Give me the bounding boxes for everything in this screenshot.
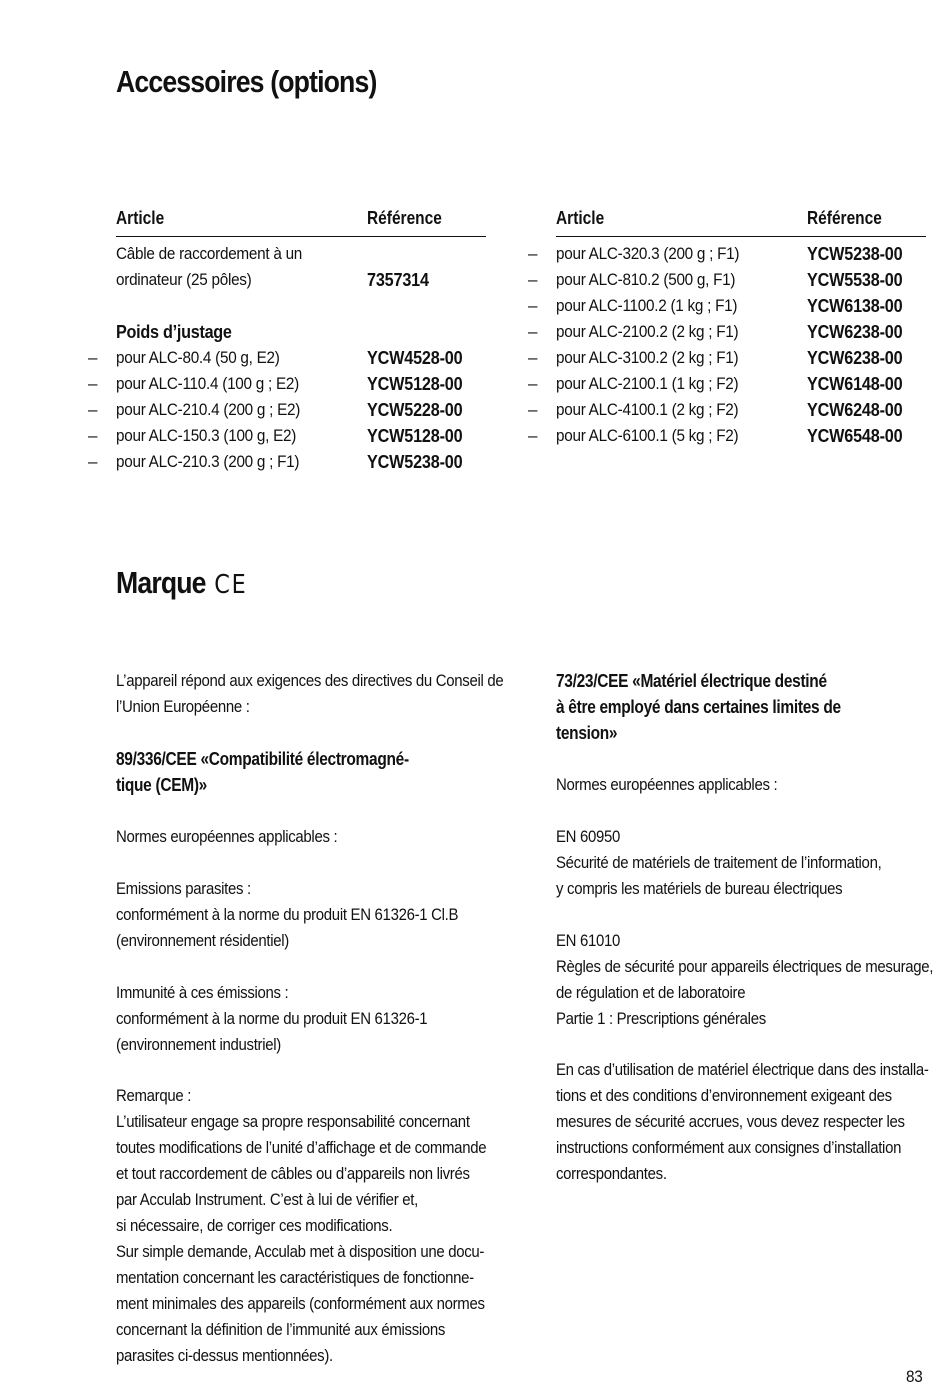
list-item: pour ALC-210.4 (200 g ; E2) (116, 400, 301, 419)
dash: – (528, 244, 538, 263)
immunite-paragraph: Immunité à ces émissions : conformément à la norme du produit EN 61326-1 (environnement industriel) (116, 983, 428, 1054)
list-item: pour ALC-1100.2 (1 kg ; F1) (556, 296, 738, 315)
accessories-title: Accessoires (options) (116, 64, 377, 99)
col-reference-right: Référence (807, 208, 882, 228)
list-item-ref: YCW6238-00 (807, 348, 903, 368)
dash: – (88, 400, 98, 419)
list-item: pour ALC-150.3 (100 g, E2) (116, 426, 297, 445)
list-item: pour ALC-4100.1 (2 kg ; F2) (556, 400, 739, 419)
list-item: pour ALC-110.4 (100 g ; E2) (116, 374, 299, 393)
marque-title-text: Marque (116, 565, 206, 600)
weights-heading: Poids d’justage (116, 322, 232, 342)
dash: – (528, 400, 538, 419)
list-item-ref: YCW5128-00 (367, 374, 463, 394)
col-article-right: Article (556, 208, 605, 228)
ce-mark-icon: CE (214, 570, 248, 600)
dash: – (528, 374, 538, 393)
list-item: pour ALC-810.2 (500 g, F1) (556, 270, 736, 289)
list-item-ref: YCW4528-00 (367, 348, 463, 368)
list-item-ref: YCW5238-00 (367, 452, 463, 472)
list-item: pour ALC-210.3 (200 g ; F1) (116, 452, 300, 471)
lvd-directive-heading: 73/23/CEE «Matériel électrique destiné à être employé dans certaines limites de tension» (556, 671, 841, 743)
list-item-ref: YCW6138-00 (807, 296, 903, 316)
cable-article-line2: ordinateur (25 pôles) (116, 270, 252, 289)
emc-directive-heading: 89/336/CEE «Compatibilité électromagné- tique (CEM)» (116, 749, 409, 795)
list-item: pour ALC-80.4 (50 g, E2) (116, 348, 280, 367)
list-item: pour ALC-6100.1 (5 kg ; F2) (556, 426, 739, 445)
page-number: 83 (906, 1367, 923, 1386)
dash: – (528, 322, 538, 341)
list-item-ref: YCW5228-00 (367, 400, 463, 420)
list-item-ref: YCW5238-00 (807, 244, 903, 264)
dash: – (528, 270, 538, 289)
normes-left: Normes européennes applicables : (116, 827, 338, 846)
marque-title (116, 567, 247, 598)
en60950-paragraph: EN 60950 Sécurité de matériels de traitement de l’information, y compris les matériels de bureau électriques (556, 827, 882, 898)
list-item: pour ALC-2100.2 (2 kg ; F1) (556, 322, 739, 341)
list-item: pour ALC-3100.2 (2 kg ; F1) (556, 348, 739, 367)
col-reference-left: Référence (367, 208, 442, 228)
dash: – (528, 426, 538, 445)
list-item: pour ALC-320.3 (200 g ; F1) (556, 244, 740, 263)
list-item: pour ALC-2100.1 (1 kg ; F2) (556, 374, 739, 393)
dash: – (528, 348, 538, 367)
list-item-ref: YCW6148-00 (807, 374, 903, 394)
cable-reference: 7357314 (367, 270, 429, 290)
list-item-ref: YCW5538-00 (807, 270, 903, 290)
dash: – (88, 426, 98, 445)
normes-right: Normes européennes applicables : (556, 775, 778, 794)
list-item-ref: YCW5128-00 (367, 426, 463, 446)
dash: – (88, 348, 98, 367)
col-article-left: Article (116, 208, 165, 228)
intro-paragraph: L’appareil répond aux exigences des directives du Conseil de l’Union Européenne : (116, 671, 504, 716)
dash: – (528, 296, 538, 315)
en61010-paragraph: EN 61010 Règles de sécurité pour appareils électriques de mesurage, de régulation et de laboratoire Partie 1 : Prescriptions générales (556, 931, 934, 1028)
dash: – (88, 452, 98, 471)
usage-paragraph: En cas d’utilisation de matériel électrique dans des installa- tions et des conditions d’environnement exigeant des mesures de sécurité accrues, vous devez respecter les instructions conformément aux consignes d’installation correspondantes. (556, 1060, 929, 1183)
dash: – (88, 374, 98, 393)
list-item-ref: YCW6238-00 (807, 322, 903, 342)
cable-article-line1: Câble de raccordement à un (116, 244, 303, 263)
list-item-ref: YCW6248-00 (807, 400, 903, 420)
list-item-ref: YCW6548-00 (807, 426, 903, 446)
header-rule-left (116, 236, 486, 237)
remarque-paragraph: Remarque : L’utilisateur engage sa propre responsabilité concernant toutes modifications de l’unité d’affichage et de commande et tout raccordement de câbles ou d’appareils non livrés par Acculab Instrument. C’est à lui de vérifier et, si nécessaire, de corriger ces modifications. Sur simple demande, Acculab met à disposition une docu- mentation concernant les caractéristiques de fonctionne- ment minimales des appareils (conformément aux normes concernant la définition de l’immunité aux émissions parasites ci-dessus mentionnées). (116, 1086, 487, 1365)
header-rule-right (556, 236, 926, 237)
emissions-paragraph: Emissions parasites : conformément à la norme du produit EN 61326-1 Cl.B (environnement résidentiel) (116, 879, 459, 950)
